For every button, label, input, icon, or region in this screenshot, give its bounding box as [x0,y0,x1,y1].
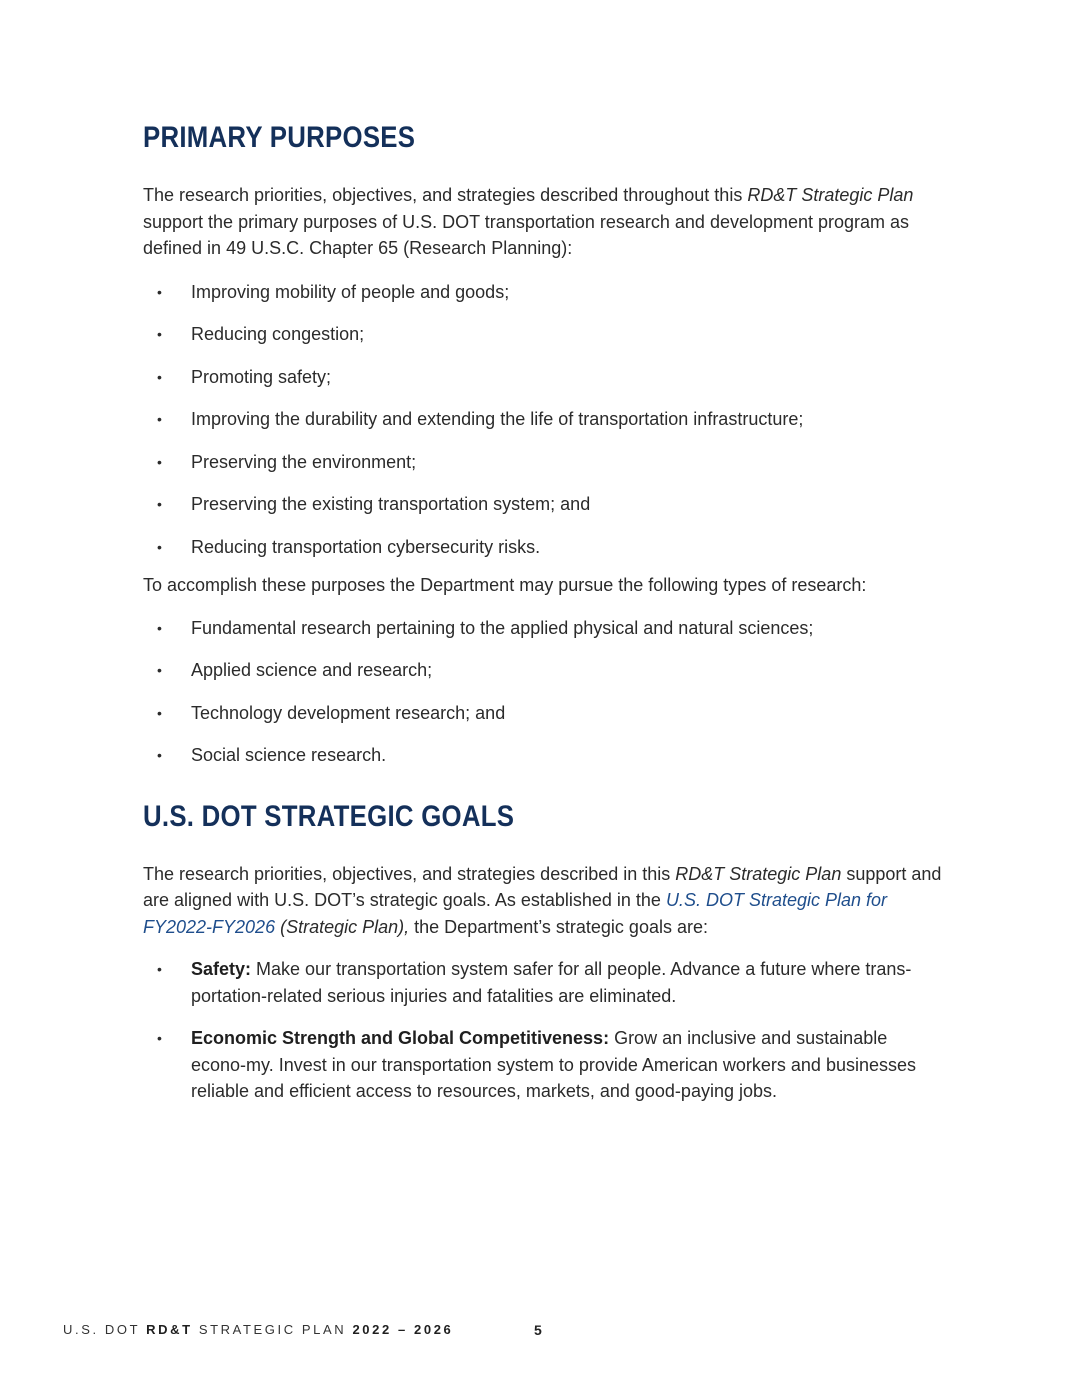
section-heading-primary-purposes: PRIMARY PURPOSES [143,121,416,154]
bullet-icon: • [157,538,162,555]
list-item [143,956,943,1009]
bullet-icon: • [157,368,162,385]
page-content [143,118,943,1105]
bullet-icon: • [157,619,162,636]
bullet-icon: • [157,326,162,342]
list-item: • Fundamental research pertaining to the applied physical and natural sciences; [143,615,943,642]
list-item: • Preserving the environment; [143,449,943,476]
goal-title: Economic Strength and Global Competitiveness: [191,1028,610,1048]
bullet-icon: • [157,283,162,300]
bullet-icon: • [157,747,162,763]
list-item: • Technology development research; and [143,700,943,727]
goal-text: Make our transportation system safer for all people. Advance a future where trans-portation-related serious injuries and fatalities are eliminated. [191,959,912,1006]
bullet-icon: • [157,662,162,678]
list-item: • Social science research. [143,742,943,769]
list-item: • Reducing congestion; [143,321,943,348]
footer-document-title: U.S. DOT RD&T STRATEGIC PLAN 2022 – 2026 [63,1322,454,1337]
list-item: • Improving mobility of people and goods; [143,279,943,306]
purposes-intro-paragraph: The research priorities, objectives, and strategies described throughout this RD&T Strategic Plan support the primary purposes of U.S. DOT transportation research and development program as defined in 49 U.S.C. Chapter 65 (Research Planning): [143,185,914,258]
strategic-goals-list [143,956,943,1105]
bullet-icon: • [157,411,162,427]
section-heading-strategic-goals: U.S. DOT STRATEGIC GOALS [143,799,515,833]
list-item: • Reducing transportation cybersecurity risks. [143,534,943,561]
bullet-icon: • [157,496,162,512]
list-item [143,1025,943,1105]
bullet-icon: • [157,704,162,721]
goal-text: Grow an inclusive and sustainable econo-my. Invest in our transportation system to provide American workers and businesses reliable and efficient access to resources, markets, and good-paying jobs. [191,1028,917,1101]
list-item: • Preserving the existing transportation system; and [143,491,943,518]
research-intro-paragraph: To accomplish these purposes the Department may pursue the following types of research: [143,575,867,595]
page-number: 5 [534,1322,542,1338]
strategic-plan-link[interactable]: U.S. DOT Strategic Plan for FY2022-FY2026 [143,890,888,937]
list-item: • Applied science and research; [143,657,943,684]
list-item: • Promoting safety; [143,364,943,391]
bullet-icon: • [157,453,162,470]
goal-title: Safety: [191,959,252,979]
bullet-icon: • [157,961,162,977]
goals-intro-paragraph: The research priorities, objectives, and strategies described in this RD&T Strategic Plan support and are aligned with U.S. DOT’s strategic goals. As established in the U.S. DOT Strategic Plan for FY2022-FY2026 (Strategic Plan), the Department’s strategic goals are: [143,863,942,937]
research-types-list [143,615,943,769]
bullet-icon: • [157,1030,162,1046]
list-item: • Improving the durability and extending the life of transportation infrastructure; [143,406,943,433]
purposes-list [143,279,943,561]
